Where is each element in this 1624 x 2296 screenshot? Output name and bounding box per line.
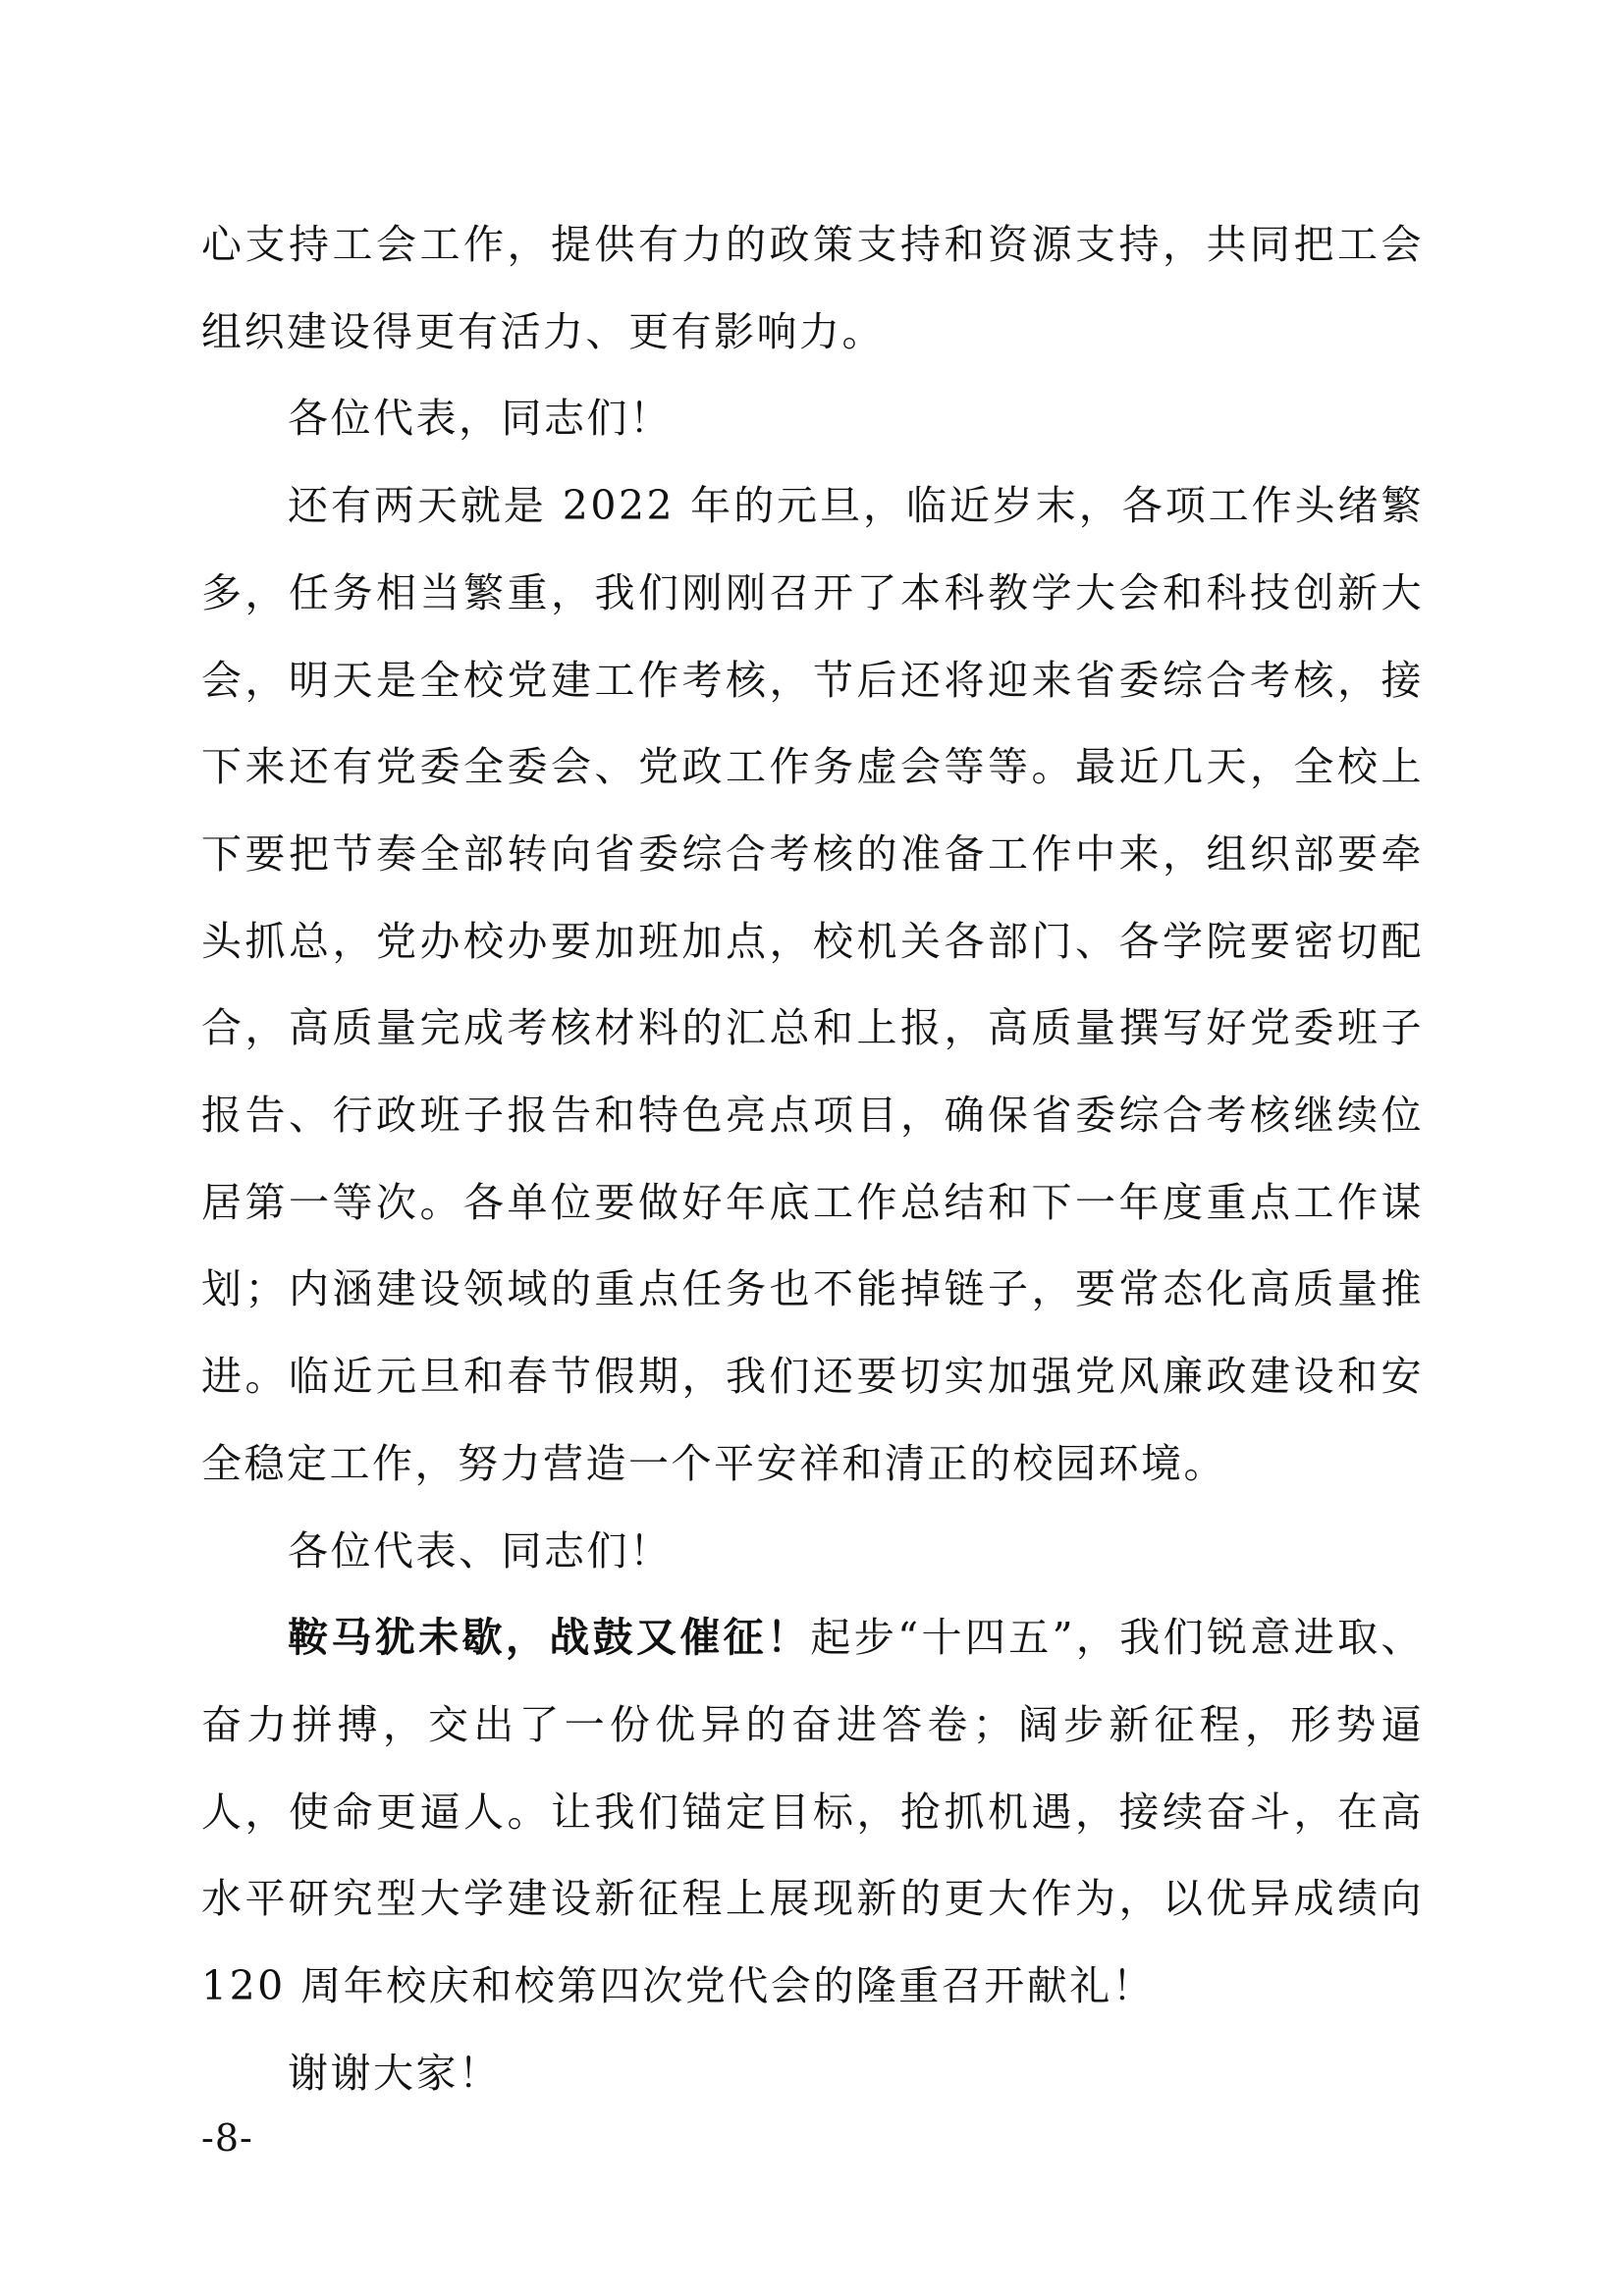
paragraph-5-closing <box>201 1594 1424 2030</box>
page-number: -8- <box>201 2116 253 2160</box>
paragraph-2-salutation: 各位代表，同志们！ <box>288 395 673 443</box>
closing-bold-lead: 鞍马犹未歇，战鼓又催征！ <box>288 1614 811 1662</box>
paragraph-4-salutation: 各位代表、同志们！ <box>288 1526 673 1575</box>
closing-rest: 起步“十四五”，我们锐意进取、奋力拼搏，交出了一份优异的奋进答卷；阔步新征程，形势逼人，使命更逼人。让我们锚定目标，抢抓机遇，接续奋斗，在高水平研究型大学建设新征程上展现新的更大作为，以优异成绩向 120 周年校庆和校第四次党代会的隆重召开献礼！ <box>201 1614 1424 2010</box>
body-text <box>201 201 1424 2116</box>
paragraph-3: 还有两天就是 2022 年的元旦，临近岁末，各项工作头绪繁多，任务相当繁重，我们刚刚召开了本科教学大会和科技创新大会，明天是全校党建工作考核，节后还将迎来省委综合考核，接下来还有党委全委会、党政工作务虚会等等。最近几天，全校上下要把节奏全部转向省委综合考核的准备工作中来，组织部要牵头抓总，党办校办要加班加点，校机关各部门、各学院要密切配合，高质量完成考核材料的汇总和上报，高质量撰写好党委班子报告、行政班子报告和特色亮点项目，确保省委综合考核继续位居第一等次。各单位要做好年底工作总结和下一年度重点工作谋划；内涵建设领域的重点任务也不能掉链子，要常态化高质量推进。临近元旦和春节假期，我们还要切实加强党风廉政建设和安全稳定工作，努力营造一个平安祥和清正的校园环境。 <box>201 482 1424 1487</box>
paragraph-1: 心支持工会工作，提供有力的政策支持和资源支持，共同把工会组织建设得更有活力、更有影响力。 <box>201 221 1424 355</box>
paragraph-6-thanks: 谢谢大家！ <box>288 2049 502 2097</box>
